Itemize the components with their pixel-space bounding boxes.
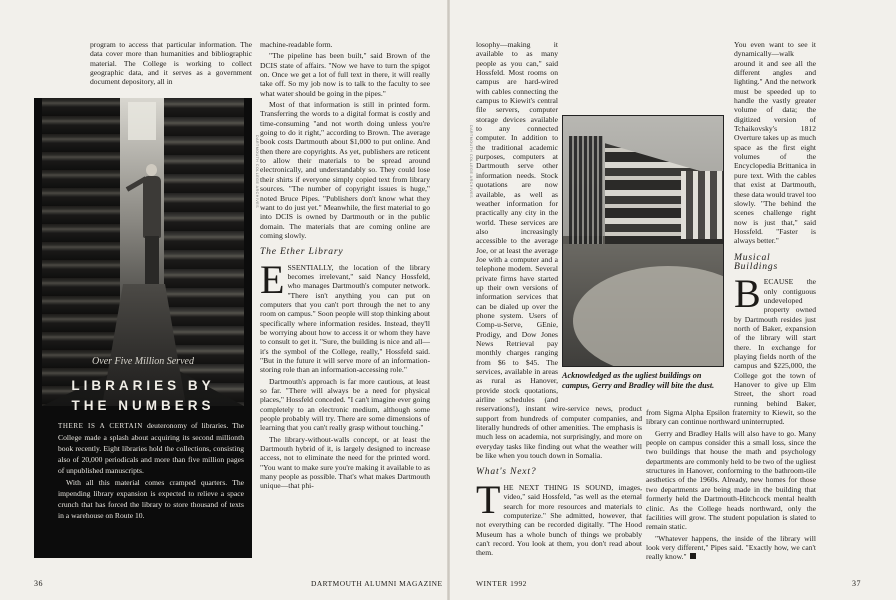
col2-paragraph-1: machine-readable form. (260, 40, 333, 49)
sidebar-title-line2: THE NUMBERS (71, 398, 215, 413)
col2-paragraph-2: "The pipeline has been built," said Brown of the DCIS state of affairs. "Now we have to turn the spigot on. Once we get a lot of full text in there, it will really take off. So my job now is to talk to the faculty to see what water should be going in the pipes." (260, 51, 430, 98)
building-facade-left (569, 136, 603, 261)
col2-paragraph-5: Dartmouth's approach is far more cautious, at least so far. "There will always be a need for physical places," Hossfeld conceded. "I can't imagine ever going completely to an electronic medium, although some people probably will try. There are some dimensions of learning that you can't really grasp without touching." (260, 376, 430, 433)
sidebar-paragraph-2: With all this material comes cramped quarters. The impending library expansion is expected to relieve a space crunch that has forced the library to store thousand of texts in a warehouse on Route 10. (58, 478, 244, 520)
photo-credit-mid: DARTMOUTH COLLEGE ARCHIVES (469, 125, 473, 199)
drop-cap: E (260, 256, 285, 302)
col1-paragraph: program to access that particular information. The data cover more than humanities and bibliographic material. The College is working to collect geographic data, and it serves as a government document depository, all in (90, 40, 252, 87)
sidebar-box (34, 98, 252, 558)
col4-paragraph-2: BECAUSE the only contiguous undeveloped property owned by Dartmouth resides just north of Baker, expansion of the library will start there. In exchange for playing fields north of the campus and $225,000, the College got the town of Hanover to give up Elm Street, the short road running behind Baker, from Sigma Alpha Epsilon fraternity to Kiewit, so the library can continue northward uninterrupted. (646, 271, 816, 427)
column-4 (646, 40, 816, 562)
photo-caption: Over Five Million Served (92, 356, 194, 367)
magazine-name: DARTMOUTH ALUMNI MAGAZINE (311, 579, 443, 588)
section-heading-musical-buildings: Musical Buildings (734, 251, 778, 272)
photo-credit-left: DARTMOUTH COLLEGE ARCHIVES (255, 135, 259, 209)
col4-paragraph-4: "Whatever happens, the inside of the library will look very different," Pipes said. "Exactly how, we can't really know." (646, 533, 816, 562)
sidebar-paragraph-1: THERE IS A CERTAIN deuteronomy of libraries. The College made a splash about acquiring its second millionth book recently. Eight libraries hold the collections, consisting also of 20,000 periodicals and more than five million pages of unpublished manuscripts. (58, 421, 244, 475)
drop-cap: T (476, 476, 501, 522)
person-figure (143, 176, 161, 238)
drop-cap: B (734, 271, 761, 317)
col2-paragraph-4: ESSENTIALLY, the location of the library becomes irrelevant," said Nancy Hossfeld, who manages Dartmouth's computer network. "There isn't anything you can put on computers that you can't port through the net to any room on campus." Soon people will stop thinking about specifically where information resides. Instead, they'll be worrying about how to access it or whom they have to consult to get it. "Sure, the building is nice and all—it's the symbol of the College, really," Hossfeld said. "But in the future it will serve more of an information-storing role than an information-accessing role." (260, 256, 430, 375)
col3-paragraph-2: THE NEXT THING IS SOUND, images, video," said Hossfeld, "as well as the eternal search for more resources and materials to computerize." She admitted, however, that not everything can be recorded digitally. "The Hood Museum has a whole bunch of things we probably can't record. You look at them, you don't read about them. (476, 476, 642, 558)
section-heading-ether-library: The Ether Library (260, 246, 344, 258)
page-number-left: 36 (34, 579, 43, 588)
column-2 (260, 40, 430, 562)
col4-paragraph-1: You even want to see it dynamically—walk around it and see all the different angles and lighting." And the network must be speeded up to handle the vastly greater volume of data; the digitized version of Tchaikovsky's 1812 Overture takes up as much space as the first eight volumes of the Encyclopedia Brittanica in pure text. With the cables that exist at Dartmouth, these data would travel too slowly. "The behind the scenes challenge right now is just that," said Hossfeld. "Faster is always better." (734, 40, 816, 246)
issue-date: WINTER 1992 (476, 579, 527, 588)
col3-paragraph-1: losophy—making it available to as many people as you can," said Hossfeld. Most rooms on campus are hard-wired with cables connecting the campus to Kiewit's central file servers, computer storage devices available to any connected computer. In addition to the traditional academic purposes, computers at Dartmouth serve other information needs. Stock quotations are now available, as well as weather information for practically any city in the world. These services are also increasingly accessible to the average Joe, or at least the average Joe with a computer and a telephone modem. Several private firms have started up their own versions of information services that can be dialed up over the phone system. Users of Comp-u-Serve, GEnie, Prodigy, and Dow Jones News Retrieval pay monthly charges ranging from $6 to $45. The services, available in areas as rural as Hanover, provide stock quotations, airline schedules (and reservations!), instant wire-service news, product support from hundreds of computer companies, and literally hundreds of other amenities. The emphasis is much less on academia, not surprisingly, and more on everyday tasks like finding out what the weather will be like when you touch down in Somalia. (476, 40, 642, 461)
photo-caption-buildings: Acknowledged as the ugliest buildings on campus, Gerry and Bradley will bite the dust. (562, 371, 715, 390)
section-heading-whats-next: What's Next? (476, 466, 537, 478)
page-number-right: 37 (852, 579, 861, 588)
col2-paragraph-3: Most of that information is still in printed form. Transferring the words to a digital format is costly and time-consuming "and not worth doing unless you're going to do it right," according to Brown. The average book costs Dartmouth about $1,000 to put online. And then there are copyrights. As yet, publishers are reticent to allow their materials to be spread around electronically, and understandably so. They could lose their shirts if everyone simply copied text from library sources. "The number of copyright issues is huge," noted Bruce Pipes. "Publishers don't know what they want to do just yet." Meanwhile, the first material to go into DCIS is owned by Dartmouth or in the public domain. The materials that are coming online are coming slowly. (260, 100, 430, 240)
column-1-top (90, 40, 252, 92)
page-gutter (447, 0, 450, 600)
sidebar-text (58, 420, 244, 522)
col4-paragraph-3: Gerry and Bradley Halls will also have to go. Many people on campus consider this a small loss, since the two buildings that house the math and psychology departments are commonly held to be two of the ugliest structures in Hanover, conforming to the bathroom-tile aesthetics of the 1960s. Already, new homes for those two departments are being made in the building that formerly held the Dartmouth-Hitchcock mental health clinic. As the College heads northward, only the facilities will grow. The student population is slated to remain static. (646, 428, 816, 532)
end-mark (690, 553, 696, 559)
col2-paragraph-6: The library-without-walls concept, or at least the Dartmouth hybrid of it, is largely designed to increase access, not to eliminate the need for the printed word. "You want to make sure you're making it available to as many people as possible. That's what makes Dartmouth unique—that phi- (260, 434, 430, 491)
sidebar-title-line1: LIBRARIES BY (71, 378, 215, 393)
library-stacks-photo (42, 98, 244, 406)
